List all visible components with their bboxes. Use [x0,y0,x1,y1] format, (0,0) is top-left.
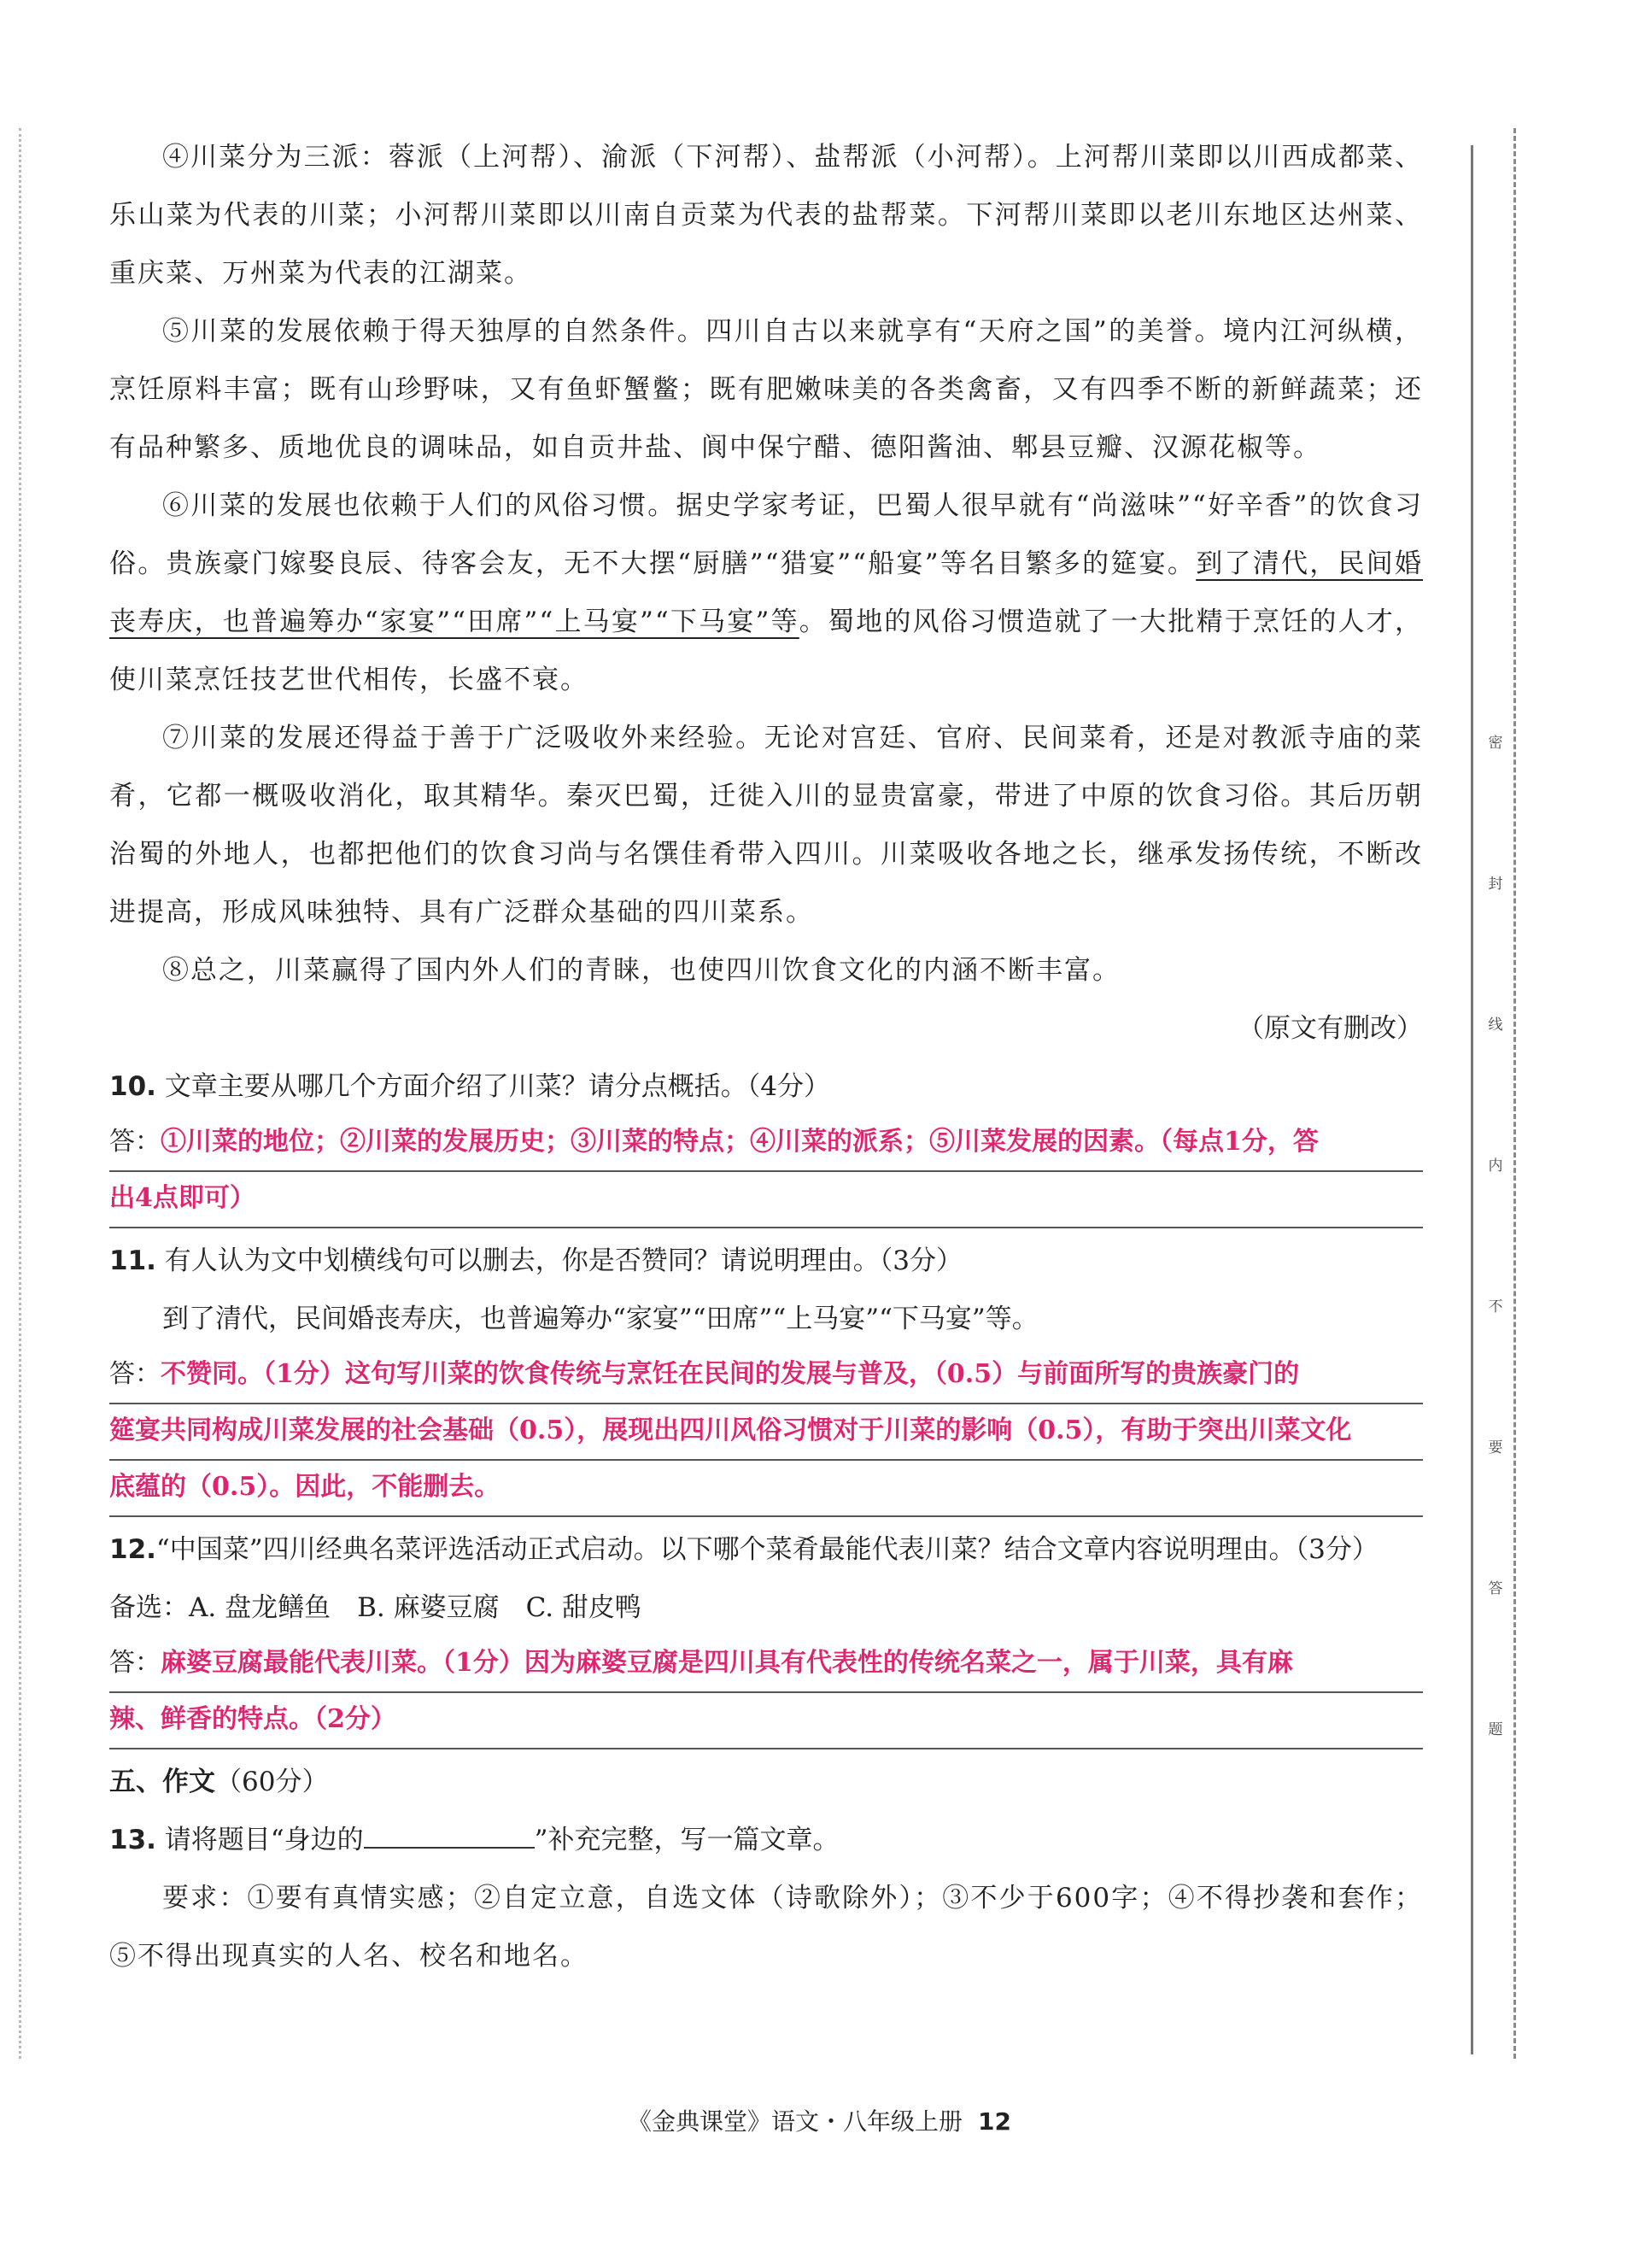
answer-line [109,1693,1423,1749]
answer-line [109,1404,1423,1461]
source-note: （原文有删改） [1238,1013,1423,1044]
question-number: 13. [109,1825,156,1855]
binding-char: 要 [1488,1439,1503,1456]
essay-requirements: 要求：①要有真情实感；②自定立意，自选文体（诗歌除外）；③不少于600字；④不得抄袭和套作；⑤不得出现真实的人名、校名和地名。 [109,1883,1423,1972]
question-10 [109,1058,1423,1116]
answer-text: 麻婆豆腐最能代表川菜。（1分）因为麻婆豆腐是四川具有代表性的传统名菜之一，属于川菜，具有麻 [161,1648,1293,1678]
answer-label: 答： [109,1648,161,1678]
binding-char: 线 [1488,1017,1503,1034]
question-11 [109,1232,1423,1290]
binding-line [1471,145,1473,2054]
book-title: 《金典课堂》语文・八年级上册 [628,2107,963,2136]
paragraph-8: ⑧总之，川菜赢得了国内外人们的青睐，也使四川饮食文化的内涵不断丰富。 [162,955,1121,986]
paragraph-7: ⑦川菜的发展还得益于善于广泛吸收外来经验。无论对宫廷、官府、民间菜肴，还是对教派寺庙的菜肴，它都一概吸收消化，取其精华。秦灭巴蜀，迁徙入川的显贵富豪，带进了中原的饮食习俗。其后历朝治蜀的外地人，也都把他们的饮食习尚与名馔佳肴带入四川。川菜吸收各地之长，继承发扬传统，不断改进提高，形成风味独特、具有广泛群众基础的四川菜系。 [109,723,1423,928]
binding-text [1483,0,1508,2268]
main-content [109,128,1423,1985]
paragraph-4: ④川菜分为三派：蓉派（上河帮）、渝派（下河帮）、盐帮派（小河帮）。上河帮川菜即以川西成都菜、乐山菜为代表的川菜；小河帮川菜即以川南自贡菜为代表的盐帮菜。下河帮川菜即以老川东地区达州菜、重庆菜、万州菜为代表的江湖菜。 [109,142,1423,289]
answer-text: ①川菜的地位；②川菜的发展历史；③川菜的特点；④川菜的派系；⑤川菜发展的因素。（每点1分，答 [161,1127,1319,1157]
question-number: 12. [109,1534,156,1565]
section-title: 五、作文 [109,1767,215,1797]
left-margin-dots [19,128,21,2059]
page-footer [0,2103,1639,2137]
paragraph-6-text: ⑥川菜的发展也依赖于人们的风俗习惯。据史学家考证，巴蜀人很早就有“尚滋味”“好辛香”的饮食习俗。贵族豪门嫁娶良辰、待客会友，无不大摆“厨膳”“猎宴”“船宴”等名目繁多的筵宴。 [109,490,1423,579]
question-text: “中国菜”四川经典名菜评选活动正式启动。以下哪个菜肴最能代表川菜？结合文章内容说明理由。（3分） [155,1534,1379,1565]
answer-line [109,1172,1423,1228]
answer-label: 答： [109,1127,161,1157]
answer-line [109,1116,1423,1172]
binding-char: 题 [1488,1721,1503,1738]
section-points: （60分） [215,1767,329,1797]
page-number: 12 [978,2107,1011,2136]
answer-text: 底蕴的（0.5）。因此，不能删去。 [109,1472,500,1502]
question-number: 11. [109,1245,156,1276]
question-text: 有人认为文中划横线句可以删去，你是否赞同？请说明理由。（3分） [164,1245,963,1276]
binding-char: 内 [1488,1157,1503,1175]
answer-text: 辣、鲜香的特点。（2分） [109,1704,396,1734]
answer-11 [109,1348,1423,1517]
answer-line [109,1461,1423,1517]
question-13 [109,1811,1423,1869]
underlined-sentence: 到了清代，民间婚丧寿庆，也普遍筹办“家宴”“田席”“上马宴”“下马宴”等 [109,548,1423,637]
question-12 [109,1521,1423,1579]
quoted-sentence: 到了清代，民间婚丧寿庆，也普遍筹办“家宴”“田席”“上马宴”“下马宴”等。 [162,1304,1039,1334]
paragraph-6 [109,477,1423,709]
answer-label: 答： [109,1359,161,1389]
answer-text: 筵宴共同构成川菜发展的社会基础（0.5），展现出四川风俗习惯对于川菜的影响（0.5），有助于突出川菜文化 [109,1415,1352,1445]
question-text: 请将题目“身边的 [164,1825,364,1855]
paragraph-6-text-end: 。蜀地的风俗习惯造就了一大批精于烹饪的人才，使川菜烹饪技艺世代相传，长盛不衰。 [109,607,1423,695]
question-text-end: ”补充完整，写一篇文章。 [534,1825,840,1855]
answer-12 [109,1637,1423,1749]
binding-dashed-line [1513,128,1516,2059]
title-blank [364,1821,535,1849]
binding-char: 封 [1488,876,1503,893]
binding-char: 答 [1488,1580,1503,1597]
paragraph-5: ⑤川菜的发展依赖于得天独厚的自然条件。四川自古以来就享有“天府之国”的美誉。境内江河纵横，烹饪原料丰富；既有山珍野味，又有鱼虾蟹鳖；既有肥嫩味美的各类禽畜，又有四季不断的新鲜蔬菜；还有品种繁多、质地优良的调味品，如自贡井盐、阆中保宁醋、德阳酱油、郫县豆瓣、汉源花椒等。 [109,316,1423,463]
question-text: 文章主要从哪几个方面介绍了川菜？请分点概括。（4分） [164,1071,831,1102]
answer-text: 不赞同。（1分）这句写川菜的饮食传统与烹饪在民间的发展与普及，（0.5）与前面所写的贵族豪门的 [161,1359,1300,1389]
answer-line [109,1348,1423,1404]
question-12-options: 备选：A. 盘龙鳝鱼 B. 麻婆豆腐 C. 甜皮鸭 [109,1592,641,1623]
answer-line [109,1637,1423,1693]
question-number: 10. [109,1071,156,1102]
binding-char: 密 [1488,735,1503,752]
answer-10 [109,1116,1423,1228]
answer-text: 出4点即可） [109,1183,255,1213]
section-heading [109,1753,1423,1811]
binding-char: 不 [1488,1298,1503,1316]
